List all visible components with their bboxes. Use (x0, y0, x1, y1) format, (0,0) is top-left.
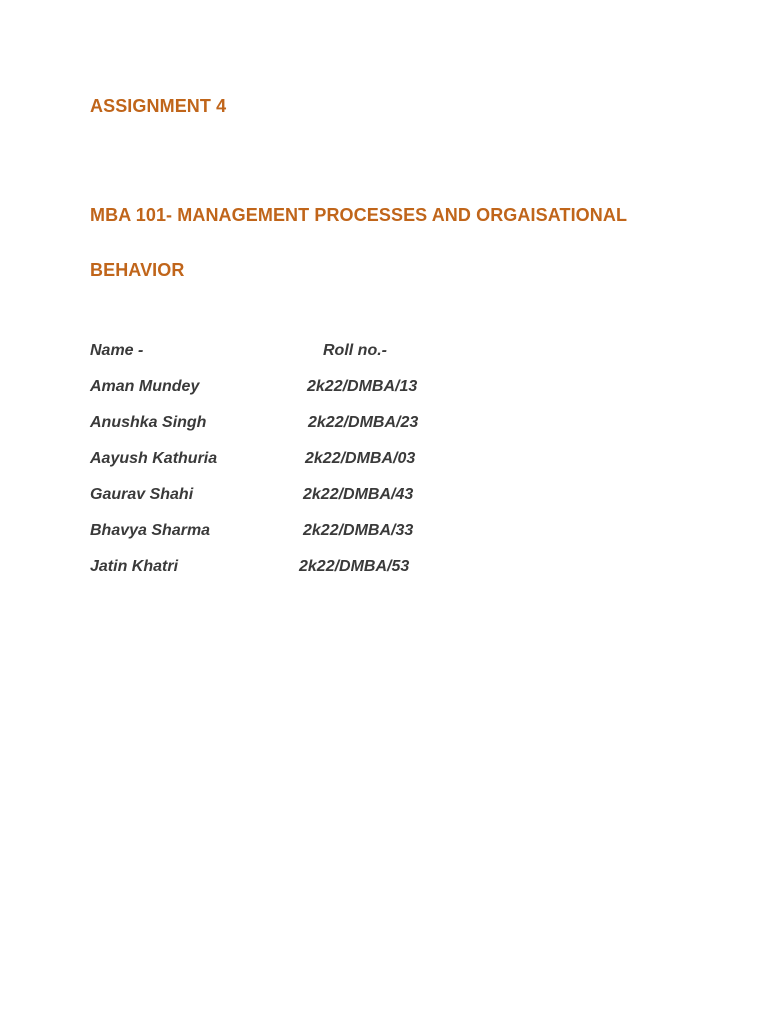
course-title-line-2: BEHAVIOR (90, 260, 185, 280)
student-roll-number: 2k22/DMBA/03 (305, 450, 416, 467)
roster-row (90, 378, 510, 414)
student-roll-number: 2k22/DMBA/33 (303, 522, 414, 539)
name-column-header: Name - (90, 342, 144, 359)
roster-header (90, 342, 510, 378)
assignment-title: ASSIGNMENT 4 (90, 96, 227, 116)
student-name: Gaurav Shahi (90, 486, 194, 503)
roster-row (90, 486, 510, 522)
student-roll-number: 2k22/DMBA/43 (303, 486, 414, 503)
student-name: Bhavya Sharma (90, 522, 211, 539)
student-roster (90, 342, 510, 594)
student-roll-number: 2k22/DMBA/53 (299, 558, 410, 575)
student-name: Aayush Kathuria (90, 450, 218, 467)
roster-row (90, 414, 510, 450)
roll-column-header: Roll no.- (323, 342, 387, 359)
student-name: Aman Mundey (90, 378, 200, 395)
course-title-line-1: MBA 101- MANAGEMENT PROCESSES AND ORGAISATIONAL (90, 205, 628, 225)
roster-row (90, 450, 510, 486)
student-roll-number: 2k22/DMBA/13 (307, 378, 418, 395)
student-roll-number: 2k22/DMBA/23 (308, 414, 419, 431)
student-name: Anushka Singh (90, 414, 207, 431)
roster-row (90, 558, 510, 594)
student-name: Jatin Khatri (90, 558, 179, 575)
roster-row (90, 522, 510, 558)
